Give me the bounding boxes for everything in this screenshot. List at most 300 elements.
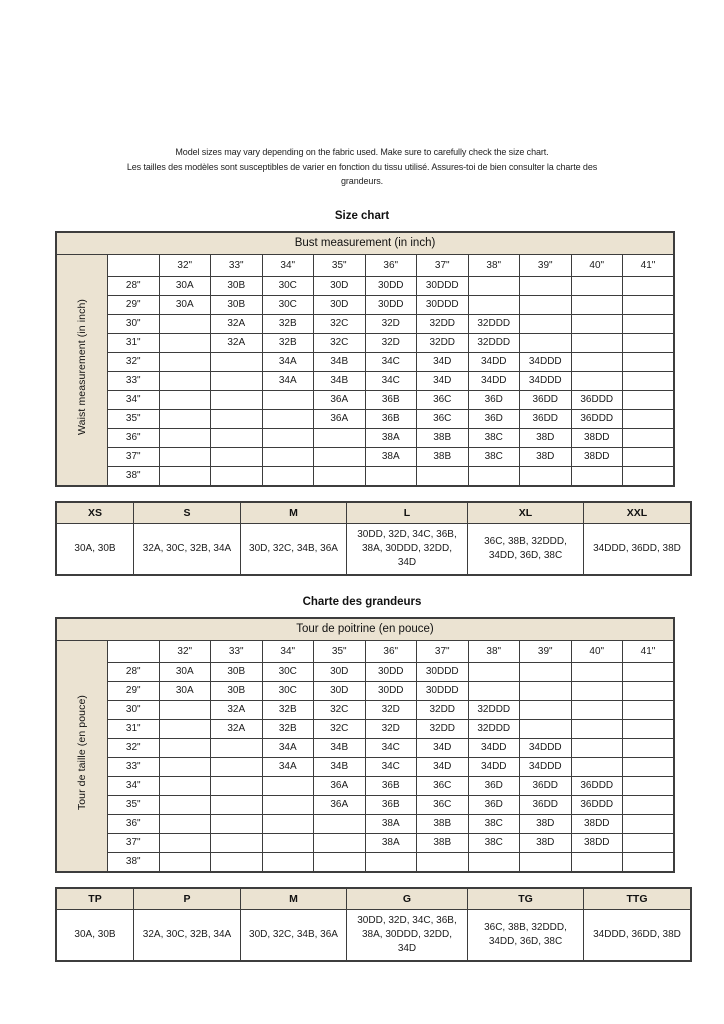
cup-size-cell	[571, 681, 623, 700]
cup-size-cell	[262, 409, 314, 428]
cup-size-cell	[417, 466, 469, 486]
section-title-fr: Charte des grandeurs	[302, 595, 422, 608]
cup-size-cell	[468, 276, 520, 295]
cup-size-cell: 36B	[365, 795, 417, 814]
cup-size-cell: 30A	[159, 662, 211, 681]
cup-size-cell	[571, 719, 623, 738]
cup-size-cell: 34DD	[468, 371, 520, 390]
cup-size-cell: 30DD	[365, 662, 417, 681]
bust-header-cell: 35"	[314, 640, 366, 662]
table-row	[56, 852, 674, 872]
size-group-header-cell: M	[241, 502, 347, 524]
cup-size-cell	[211, 833, 263, 852]
cup-size-cell	[365, 852, 417, 872]
cup-size-cell	[159, 352, 211, 371]
cup-size-cell	[211, 428, 263, 447]
cup-size-cell	[262, 795, 314, 814]
cup-size-cell: 38A	[365, 833, 417, 852]
cup-size-cell: 38B	[417, 428, 469, 447]
size-group-header-cell: S	[134, 502, 241, 524]
size-group-values-cell: 32A, 30C, 32B, 34A	[134, 909, 241, 961]
cup-size-cell: 38C	[468, 814, 520, 833]
cup-size-cell	[623, 447, 675, 466]
cup-size-cell	[571, 314, 623, 333]
bust-header-cell: 40"	[571, 254, 623, 276]
cup-size-cell: 32D	[365, 314, 417, 333]
cup-size-cell	[211, 409, 263, 428]
cup-size-cell: 30A	[159, 276, 211, 295]
cup-size-cell	[623, 795, 675, 814]
cup-size-cell: 32A	[211, 700, 263, 719]
cup-size-cell: 36A	[314, 776, 366, 795]
cup-size-cell: 34B	[314, 371, 366, 390]
column-header-row	[56, 640, 674, 662]
waist-header-cell: 31"	[108, 719, 160, 738]
cup-size-cell	[159, 314, 211, 333]
cup-size-cell: 30DDD	[417, 662, 469, 681]
cup-size-cell	[159, 371, 211, 390]
bust-header-cell: 39"	[520, 640, 572, 662]
waist-header-cell: 36"	[108, 428, 160, 447]
band-label: Bust measurement (in inch)	[56, 232, 674, 255]
cup-size-cell: 30C	[262, 662, 314, 681]
bust-header-cell: 38"	[468, 640, 520, 662]
cup-size-cell	[623, 276, 675, 295]
cup-size-cell	[623, 390, 675, 409]
waist-header-cell: 30"	[108, 314, 160, 333]
waist-header-cell: 33"	[108, 371, 160, 390]
cup-size-cell	[571, 466, 623, 486]
cup-size-cell: 36D	[468, 409, 520, 428]
cup-size-cell	[623, 776, 675, 795]
cup-size-cell	[468, 662, 520, 681]
cup-size-cell	[211, 814, 263, 833]
cup-size-cell	[520, 852, 572, 872]
cup-size-cell	[314, 447, 366, 466]
cup-size-cell: 34B	[314, 757, 366, 776]
bust-header-cell: 34"	[262, 640, 314, 662]
cup-size-cell	[571, 333, 623, 352]
cup-size-cell: 34D	[417, 371, 469, 390]
cup-size-cell	[468, 466, 520, 486]
size-group-header-cell: XXL	[584, 502, 692, 524]
cup-size-cell	[468, 852, 520, 872]
size-group-header-cell: L	[347, 502, 468, 524]
cup-size-cell: 32A	[211, 333, 263, 352]
cup-size-cell	[623, 466, 675, 486]
cup-size-cell	[159, 738, 211, 757]
bust-header-cell: 33"	[211, 640, 263, 662]
bust-header-cell: 40"	[571, 640, 623, 662]
cup-size-cell: 32DDD	[468, 314, 520, 333]
cup-size-cell	[623, 352, 675, 371]
cup-size-cell: 32C	[314, 700, 366, 719]
cup-size-cell	[520, 719, 572, 738]
cup-size-cell	[623, 662, 675, 681]
intro-line-fr-cont: grandeurs.	[340, 176, 384, 186]
cup-size-cell: 38DD	[571, 447, 623, 466]
table-row	[56, 681, 674, 700]
cup-size-cell	[159, 333, 211, 352]
table-row	[56, 466, 674, 486]
cup-size-cell	[571, 738, 623, 757]
size-group-values-cell: 32A, 30C, 32B, 34A	[134, 523, 241, 575]
cup-size-cell: 34DD	[468, 757, 520, 776]
cup-size-cell: 32C	[314, 314, 366, 333]
cup-size-cell: 32A	[211, 719, 263, 738]
table-row	[56, 409, 674, 428]
waist-header-cell: 37"	[108, 833, 160, 852]
cup-size-cell: 32DD	[417, 333, 469, 352]
cup-size-cell: 30B	[211, 681, 263, 700]
size-group-values-row	[56, 523, 691, 575]
cup-size-cell	[314, 833, 366, 852]
cup-size-cell: 34C	[365, 757, 417, 776]
cup-size-cell	[520, 700, 572, 719]
side-label-text: Tour de taille (en pouce)	[76, 695, 88, 811]
cup-size-cell: 30DD	[365, 276, 417, 295]
size-group-header-cell: M	[241, 888, 347, 910]
cup-size-cell: 32DDD	[468, 719, 520, 738]
side-label-text: Waist measurement (in inch)	[76, 299, 88, 435]
intro-line-fr: Les tailles des modèles sont susceptibles de varier en fonction du tissu utilisé. Assures-toi de bien consulter la charte des	[126, 161, 598, 172]
cup-size-cell: 30DD	[365, 681, 417, 700]
cup-size-cell: 34C	[365, 371, 417, 390]
cup-size-cell	[159, 833, 211, 852]
cup-size-cell: 36C	[417, 390, 469, 409]
cup-size-cell	[159, 428, 211, 447]
bust-header-cell: 41"	[623, 254, 675, 276]
cup-size-cell	[314, 428, 366, 447]
cup-size-cell	[623, 681, 675, 700]
waist-header-cell: 32"	[108, 352, 160, 371]
cup-size-cell: 30B	[211, 662, 263, 681]
bust-header-cell: 32"	[159, 254, 211, 276]
cup-size-cell: 34D	[417, 352, 469, 371]
cup-size-cell: 38A	[365, 428, 417, 447]
cup-size-cell: 34D	[417, 757, 469, 776]
size-group-values-cell: 30A, 30B	[56, 523, 134, 575]
size-group-values-cell: 30D, 32C, 34B, 36A	[241, 523, 347, 575]
cup-size-cell: 34DDD	[520, 738, 572, 757]
table-row	[56, 738, 674, 757]
cup-size-cell	[520, 333, 572, 352]
table-row	[56, 447, 674, 466]
cup-size-cell: 34C	[365, 352, 417, 371]
cup-size-cell: 36DD	[520, 776, 572, 795]
waist-header-cell: 35"	[108, 409, 160, 428]
cup-size-cell	[623, 333, 675, 352]
cup-size-cell	[571, 371, 623, 390]
band-row	[56, 232, 674, 255]
cup-size-cell: 32B	[262, 700, 314, 719]
section-english	[0, 210, 724, 576]
bust-header-cell: 39"	[520, 254, 572, 276]
size-groups-table-fr	[55, 887, 692, 962]
cup-size-cell: 38D	[520, 814, 572, 833]
cup-size-cell: 32D	[365, 333, 417, 352]
cup-size-cell: 36D	[468, 390, 520, 409]
cup-size-cell	[262, 833, 314, 852]
size-group-values-cell: 30A, 30B	[56, 909, 134, 961]
cup-size-cell	[159, 795, 211, 814]
cup-size-cell	[211, 757, 263, 776]
cup-size-cell	[571, 352, 623, 371]
cup-size-cell: 34A	[262, 757, 314, 776]
cup-size-cell	[571, 662, 623, 681]
cup-size-cell: 30C	[262, 276, 314, 295]
cup-size-cell: 36D	[468, 795, 520, 814]
waist-header-cell: 38"	[108, 466, 160, 486]
cup-size-cell: 36DDD	[571, 795, 623, 814]
cup-size-cell: 36B	[365, 390, 417, 409]
bust-header-cell: 36"	[365, 254, 417, 276]
size-group-values-cell: 30DD, 32D, 34C, 36B, 38A, 30DDD, 32DD, 34D	[347, 523, 468, 575]
size-groups-table-en	[55, 501, 692, 576]
cup-size-cell	[159, 719, 211, 738]
cup-size-cell: 32DD	[417, 314, 469, 333]
cup-size-cell	[262, 466, 314, 486]
size-group-header-cell: TP	[56, 888, 134, 910]
cup-size-cell: 34A	[262, 352, 314, 371]
cup-size-cell: 32C	[314, 333, 366, 352]
cup-size-cell: 32DDD	[468, 333, 520, 352]
cup-size-cell	[159, 757, 211, 776]
cup-size-cell: 36DD	[520, 390, 572, 409]
table-row	[56, 295, 674, 314]
cup-size-cell	[262, 390, 314, 409]
cup-size-cell	[571, 852, 623, 872]
cup-size-cell: 36C	[417, 776, 469, 795]
cup-size-cell	[623, 428, 675, 447]
cup-size-cell	[159, 390, 211, 409]
corner-cell	[108, 254, 160, 276]
cup-size-cell	[520, 662, 572, 681]
cup-size-cell: 32A	[211, 314, 263, 333]
cup-size-cell: 38C	[468, 833, 520, 852]
cup-size-cell	[314, 814, 366, 833]
cup-size-cell	[571, 700, 623, 719]
waist-header-cell: 30"	[108, 700, 160, 719]
cup-size-cell: 36DD	[520, 795, 572, 814]
intro-text	[0, 0, 724, 189]
cup-size-cell: 38B	[417, 814, 469, 833]
cup-size-cell: 30D	[314, 295, 366, 314]
waist-header-cell: 37"	[108, 447, 160, 466]
size-group-header-cell: P	[134, 888, 241, 910]
cup-size-cell: 32B	[262, 719, 314, 738]
cup-size-cell: 34A	[262, 371, 314, 390]
cup-size-cell	[211, 371, 263, 390]
cup-size-cell	[571, 276, 623, 295]
table-row	[56, 795, 674, 814]
cup-size-cell: 38A	[365, 814, 417, 833]
bust-header-cell: 33"	[211, 254, 263, 276]
size-group-values-cell: 34DDD, 36DD, 38D	[584, 909, 692, 961]
table-row	[56, 662, 674, 681]
cup-size-cell: 30A	[159, 295, 211, 314]
table-row	[56, 428, 674, 447]
band-label: Tour de poitrine (en pouce)	[56, 618, 674, 641]
cup-size-cell	[623, 371, 675, 390]
cup-size-cell: 30C	[262, 295, 314, 314]
cup-size-cell	[314, 852, 366, 872]
cup-size-cell: 36DDD	[571, 776, 623, 795]
size-group-values-cell: 30D, 32C, 34B, 36A	[241, 909, 347, 961]
cup-size-cell: 36B	[365, 409, 417, 428]
band-row	[56, 618, 674, 641]
table-row	[56, 390, 674, 409]
cup-size-cell: 38B	[417, 447, 469, 466]
cup-size-cell: 30DDD	[417, 681, 469, 700]
bust-waist-table-en	[55, 231, 675, 487]
waist-header-cell: 36"	[108, 814, 160, 833]
table-row	[56, 776, 674, 795]
table-row	[56, 719, 674, 738]
size-group-header-cell: TG	[468, 888, 584, 910]
bust-waist-table-fr	[55, 617, 675, 873]
size-group-values-cell: 34DDD, 36DD, 38D	[584, 523, 692, 575]
waist-header-cell: 29"	[108, 295, 160, 314]
cup-size-cell	[520, 314, 572, 333]
cup-size-cell: 30D	[314, 662, 366, 681]
cup-size-cell: 34DDD	[520, 352, 572, 371]
cup-size-cell: 38A	[365, 447, 417, 466]
side-label-cell	[56, 640, 108, 872]
cup-size-cell: 30C	[262, 681, 314, 700]
cup-size-cell	[159, 814, 211, 833]
cup-size-cell	[520, 276, 572, 295]
cup-size-cell	[211, 795, 263, 814]
cup-size-cell	[571, 757, 623, 776]
cup-size-cell	[211, 352, 263, 371]
cup-size-cell	[520, 466, 572, 486]
cup-size-cell: 36DDD	[571, 390, 623, 409]
cup-size-cell: 34B	[314, 352, 366, 371]
cup-size-cell	[159, 447, 211, 466]
table-row	[56, 314, 674, 333]
table-row	[56, 833, 674, 852]
side-label-cell	[56, 254, 108, 486]
bust-header-cell: 35"	[314, 254, 366, 276]
cup-size-cell	[623, 738, 675, 757]
table-row	[56, 276, 674, 295]
size-group-values-cell: 36C, 38B, 32DDD, 34DD, 36D, 38C	[468, 909, 584, 961]
table-row	[56, 757, 674, 776]
cup-size-cell: 30DD	[365, 295, 417, 314]
cup-size-cell	[623, 314, 675, 333]
cup-size-cell	[520, 295, 572, 314]
cup-size-cell: 30A	[159, 681, 211, 700]
cup-size-cell	[623, 295, 675, 314]
cup-size-cell: 36C	[417, 795, 469, 814]
waist-header-cell: 34"	[108, 776, 160, 795]
cup-size-cell	[468, 295, 520, 314]
bust-header-cell: 37"	[417, 640, 469, 662]
cup-size-cell	[623, 409, 675, 428]
cup-size-cell: 30B	[211, 295, 263, 314]
bust-header-cell: 41"	[623, 640, 675, 662]
waist-header-cell: 31"	[108, 333, 160, 352]
cup-size-cell	[211, 738, 263, 757]
size-group-header-cell: TTG	[584, 888, 692, 910]
table-row	[56, 700, 674, 719]
size-group-values-cell: 30DD, 32D, 34C, 36B, 38A, 30DDD, 32DD, 34D	[347, 909, 468, 961]
cup-size-cell: 34DDD	[520, 757, 572, 776]
cup-size-cell: 32C	[314, 719, 366, 738]
table-row	[56, 352, 674, 371]
cup-size-cell: 38DD	[571, 833, 623, 852]
waist-header-cell: 32"	[108, 738, 160, 757]
corner-cell	[108, 640, 160, 662]
bust-header-cell: 37"	[417, 254, 469, 276]
table-row	[56, 814, 674, 833]
cup-size-cell: 36C	[417, 409, 469, 428]
waist-header-cell: 33"	[108, 757, 160, 776]
cup-size-cell: 32B	[262, 333, 314, 352]
bust-header-cell: 32"	[159, 640, 211, 662]
cup-size-cell: 32B	[262, 314, 314, 333]
cup-size-cell: 38D	[520, 428, 572, 447]
cup-size-cell	[314, 466, 366, 486]
waist-header-cell: 28"	[108, 276, 160, 295]
cup-size-cell: 36D	[468, 776, 520, 795]
cup-size-cell	[159, 409, 211, 428]
table-row	[56, 371, 674, 390]
cup-size-cell	[159, 852, 211, 872]
cup-size-cell	[159, 700, 211, 719]
waist-header-cell: 29"	[108, 681, 160, 700]
cup-size-cell	[211, 447, 263, 466]
cup-size-cell: 32DDD	[468, 700, 520, 719]
cup-size-cell: 30D	[314, 681, 366, 700]
size-group-header-row	[56, 888, 691, 910]
cup-size-cell: 34D	[417, 738, 469, 757]
section-title-en: Size chart	[334, 209, 390, 222]
cup-size-cell	[417, 852, 469, 872]
section-french	[0, 596, 724, 962]
cup-size-cell: 38DD	[571, 814, 623, 833]
cup-size-cell: 34DDD	[520, 371, 572, 390]
table-row	[56, 333, 674, 352]
cup-size-cell	[623, 852, 675, 872]
cup-size-cell: 34DD	[468, 738, 520, 757]
cup-size-cell	[211, 390, 263, 409]
cup-size-cell: 38C	[468, 447, 520, 466]
cup-size-cell: 36DD	[520, 409, 572, 428]
cup-size-cell	[159, 776, 211, 795]
waist-header-cell: 38"	[108, 852, 160, 872]
cup-size-cell: 38D	[520, 447, 572, 466]
size-group-header-cell: XS	[56, 502, 134, 524]
cup-size-cell	[262, 447, 314, 466]
cup-size-cell	[623, 700, 675, 719]
size-group-header-cell: G	[347, 888, 468, 910]
waist-header-cell: 35"	[108, 795, 160, 814]
waist-header-cell: 34"	[108, 390, 160, 409]
size-group-header-cell: XL	[468, 502, 584, 524]
cup-size-cell: 32DD	[417, 700, 469, 719]
cup-size-cell: 32D	[365, 719, 417, 738]
cup-size-cell: 32DD	[417, 719, 469, 738]
cup-size-cell: 34C	[365, 738, 417, 757]
bust-header-cell: 38"	[468, 254, 520, 276]
cup-size-cell: 38DD	[571, 428, 623, 447]
cup-size-cell: 36A	[314, 795, 366, 814]
size-group-values-cell: 36C, 38B, 32DDD, 34DD, 36D, 38C	[468, 523, 584, 575]
cup-size-cell	[262, 776, 314, 795]
cup-size-cell: 38C	[468, 428, 520, 447]
